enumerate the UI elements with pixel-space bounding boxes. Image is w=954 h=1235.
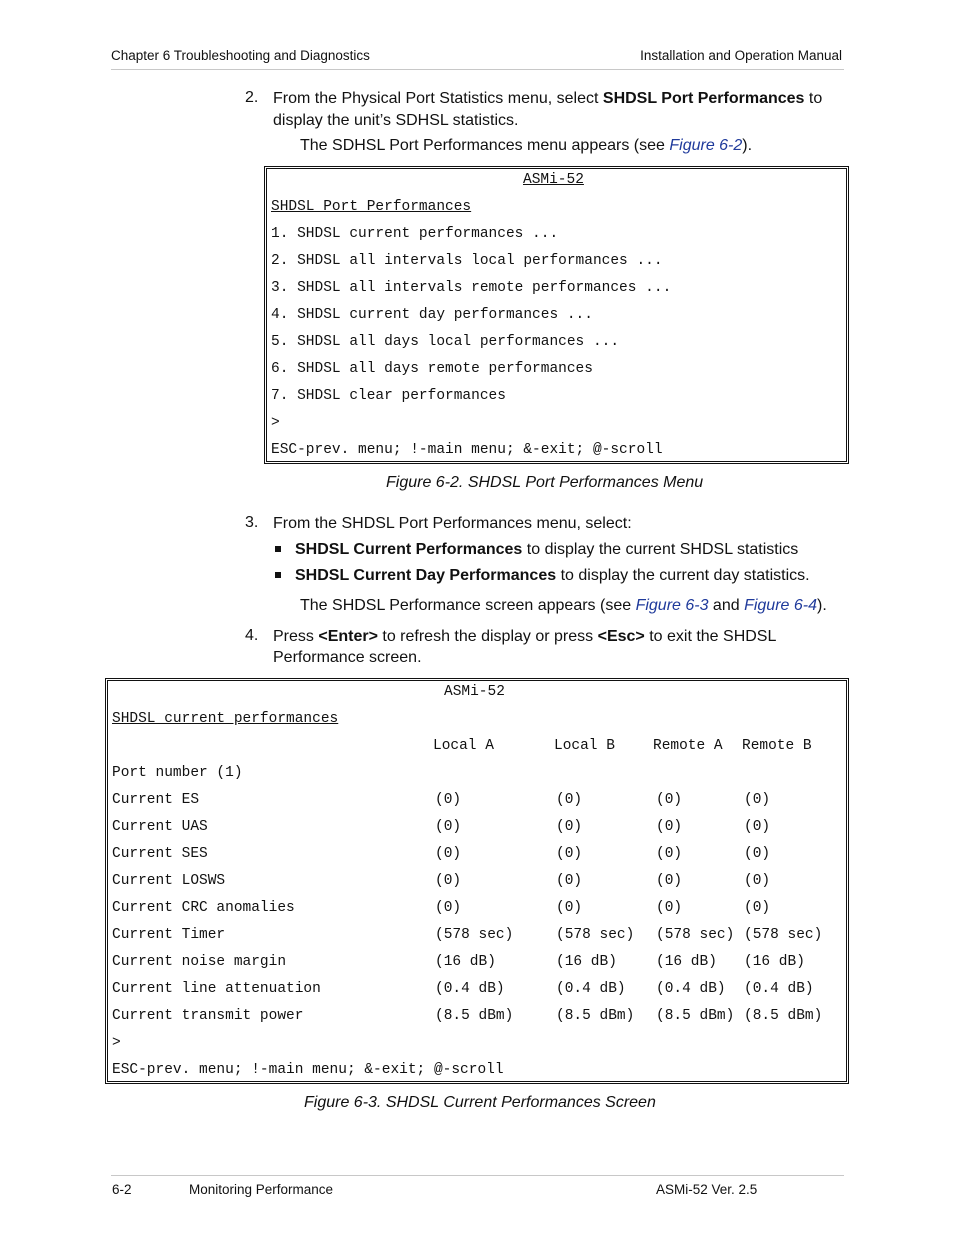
step-2-pre: From the Physical Port Statistics menu, select [273, 90, 603, 107]
row-value: (16 dB) [744, 954, 805, 970]
row-label: Current UAS [112, 819, 208, 835]
product-version: ASMi-52 Ver. 2.5 [656, 1182, 758, 1197]
row-value: (0) [435, 792, 462, 808]
section-name: Monitoring Performance [189, 1182, 334, 1197]
row-value: (0) [656, 900, 683, 916]
bullet-1-bold: SHDSL Current Performances [295, 541, 523, 558]
step-4-t1: Press [273, 628, 319, 645]
step-3-text: From the SHDSL Port Performances menu, select: [273, 515, 632, 532]
col-remote-a: Remote A [653, 738, 723, 754]
step-4-number: 4. [245, 627, 259, 644]
step-2-post: to [804, 90, 823, 107]
menu-item-1: 1. SHDSL current performances ... [271, 226, 559, 242]
menu-heading: SHDSL Port Performances [271, 199, 472, 215]
col-remote-b: Remote B [742, 738, 812, 754]
chapter-title: Chapter 6 Troubleshooting and Diagnostics [111, 48, 370, 63]
row-label: Current noise margin [112, 954, 287, 970]
row-label: Current ES [112, 792, 200, 808]
bullet-1-marker [275, 546, 281, 552]
row-value: (0) [435, 900, 462, 916]
row-value: (0) [556, 873, 583, 889]
row-value: (0) [556, 792, 583, 808]
step-2-bold: SHDSL Port Performances [602, 90, 805, 107]
row-label: Current line attenuation [112, 981, 321, 997]
col-local-a: Local A [433, 738, 494, 754]
step-3-note [300, 595, 827, 616]
figure-6-2-caption: Figure 6-2. SHDSL Port Performances Menu [386, 474, 704, 491]
row-label: Current LOSWS [112, 873, 226, 889]
row-value: (8.5 dBm) [744, 1008, 823, 1024]
enter-key: <Enter> [318, 628, 378, 645]
row-value: (578 sec) [656, 927, 735, 943]
col-local-b: Local B [554, 738, 615, 754]
row-value: (0.4 dB) [744, 981, 814, 997]
row-value: (0.4 dB) [435, 981, 505, 997]
bullet-1 [295, 539, 798, 560]
bullet-2 [295, 565, 810, 586]
menu-item-3: 3. SHDSL all intervals remote performances ... [271, 280, 672, 296]
figure-6-2-link[interactable]: Figure 6-2 [669, 137, 743, 154]
figure-6-4-link[interactable]: Figure 6-4 [744, 597, 817, 614]
row-value: (0) [744, 846, 771, 862]
bullet-2-bold: SHDSL Current Day Performances [295, 567, 557, 584]
row-value: (0) [556, 900, 583, 916]
footer-rule [111, 1175, 844, 1176]
row-value: (578 sec) [556, 927, 635, 943]
figure-6-3-caption: Figure 6-3. SHDSL Current Performances Screen [304, 1094, 656, 1111]
menu-prompt: > [271, 415, 280, 431]
step-3-note-post: ). [817, 597, 827, 614]
screen-prompt: > [112, 1035, 121, 1051]
manual-title: Installation and Operation Manual [640, 48, 842, 63]
row-label: Current SES [112, 846, 208, 862]
port-number-line: Port number (1) [112, 765, 243, 781]
screen-heading: SHDSL current performances [112, 711, 339, 727]
row-value: (0) [435, 846, 462, 862]
menu-item-5: 5. SHDSL all days local performances ... [271, 334, 620, 350]
step-4-t2: to refresh the display or press [377, 628, 598, 645]
step-4-text [273, 626, 776, 647]
step-3-number: 3. [245, 514, 259, 531]
screen-title: ASMi-52 [444, 684, 505, 700]
step-2-number: 2. [245, 89, 259, 106]
bullet-1-rest: to display the current SHDSL statistics [522, 541, 799, 558]
step-2-note [300, 135, 752, 156]
step-2-line2: display the unit’s SDHSL statistics. [273, 112, 519, 129]
menu-footer: ESC-prev. menu; !-main menu; &-exit; @-scroll [271, 442, 663, 458]
row-value: (0) [556, 819, 583, 835]
row-label: Current transmit power [112, 1008, 304, 1024]
bullet-2-rest: to display the current day statistics. [556, 567, 810, 584]
header-rule [111, 69, 844, 70]
bullet-2-marker [275, 572, 281, 578]
step-2-note-pre: The SDHSL Port Performances menu appears (see [300, 137, 670, 154]
row-value: (16 dB) [556, 954, 617, 970]
running-header [111, 48, 842, 63]
step-4-line2: Performance screen. [273, 649, 422, 666]
menu-title: ASMi-52 [523, 172, 584, 188]
row-value: (8.5 dBm) [435, 1008, 514, 1024]
esc-key: <Esc> [597, 628, 645, 645]
row-value: (0) [656, 792, 683, 808]
menu-item-7: 7. SHDSL clear performances [271, 388, 506, 404]
menu-item-2: 2. SHDSL all intervals local performances ... [271, 253, 663, 269]
figure-6-3-link[interactable]: Figure 6-3 [635, 597, 709, 614]
row-value: (578 sec) [435, 927, 514, 943]
row-value: (578 sec) [744, 927, 823, 943]
row-value: (0) [744, 819, 771, 835]
row-value: (0) [744, 900, 771, 916]
row-value: (8.5 dBm) [556, 1008, 635, 1024]
row-value: (0) [656, 873, 683, 889]
row-value: (16 dB) [435, 954, 496, 970]
row-value: (0) [744, 792, 771, 808]
row-value: (0) [435, 873, 462, 889]
row-value: (8.5 dBm) [656, 1008, 735, 1024]
row-label: Current CRC anomalies [112, 900, 295, 916]
row-value: (0) [435, 819, 462, 835]
step-2-note-post: ). [742, 137, 753, 154]
row-value: (0.4 dB) [656, 981, 726, 997]
step-2-text [273, 88, 822, 109]
row-value: (0) [656, 819, 683, 835]
step-3-note-pre: The SHDSL Performance screen appears (see [300, 597, 636, 614]
row-value: (16 dB) [656, 954, 717, 970]
row-value: (0) [744, 873, 771, 889]
row-value: (0) [656, 846, 683, 862]
menu-item-4: 4. SHDSL current day performances ... [271, 307, 593, 323]
row-label: Current Timer [112, 927, 226, 943]
row-value: (0) [556, 846, 583, 862]
screen-footer: ESC-prev. menu; !-main menu; &-exit; @-scroll [112, 1062, 504, 1078]
menu-item-6: 6. SHDSL all days remote performances [271, 361, 593, 377]
row-value: (0.4 dB) [556, 981, 626, 997]
step-3-note-mid: and [708, 597, 745, 614]
page-number: 6-2 [112, 1182, 132, 1197]
step-4-t3: to exit the SHDSL [644, 628, 777, 645]
